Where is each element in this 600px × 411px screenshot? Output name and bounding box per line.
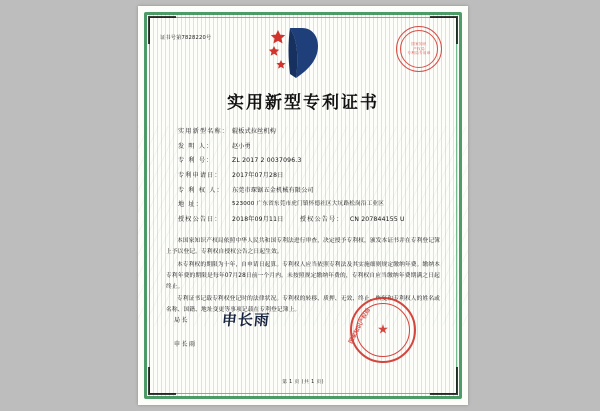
body-paragraph-3: 专利证书记载专利权登记时的法律状况。专利权的转移、质押、无效、终止、恢复和专利权人的姓名或名称、国籍、地址变更等事项记载在专利登记簿上。 xyxy=(166,295,440,313)
signature-title-row xyxy=(174,309,324,330)
seal-arc-text-label: 国家知识产权局 xyxy=(348,307,372,345)
field-value: 2017年07月28日 xyxy=(232,171,284,179)
field-label: 专利申请日： xyxy=(178,171,222,179)
field-label-grant-date: 授权公告日： xyxy=(178,216,222,224)
field-label: 专 利 权 人： xyxy=(178,186,224,194)
field-patentee xyxy=(178,186,440,195)
field-label: 实用新型名称： xyxy=(178,128,230,135)
patent-office-stamp xyxy=(396,26,442,72)
field-label: 专 利 号： xyxy=(178,157,214,165)
patent-office-emblem-icon xyxy=(268,24,324,82)
signature-name-label: 申长雨 xyxy=(174,341,197,348)
field-patent-number xyxy=(178,156,440,165)
certificate-header xyxy=(160,24,446,86)
field-grant-publication xyxy=(178,215,440,224)
field-value: 赵小勇 xyxy=(232,142,251,150)
field-value-grant-date: 2018年09月11日 xyxy=(232,216,284,224)
field-value: 东莞市琛锯五金机械有限公司 xyxy=(232,186,314,194)
official-red-seal xyxy=(350,297,416,363)
field-value-grant-number: CN 207844155 U xyxy=(349,216,405,224)
body-paragraph-2: 本专利权的期限为十年，自申请日起算。专利权人应当依照专利法及其实施细则规定缴纳年费。缴纳本专利年费的期限是每年07月28日前一个月内。未按照规定缴纳年费的，专利权自应当缴纳年费期满之日起终止。 xyxy=(166,261,440,290)
field-application-date xyxy=(178,171,440,180)
patent-certificate-sheet xyxy=(138,6,468,405)
field-value: 辊板式拉丝机构 xyxy=(232,128,277,135)
body-paragraph-1: 本国家知识产权局依照中华人民共和国专利法进行审查，决定授予专利权，颁发本证书并在专利登记簿上予以登记。专利权自授权公告之日起生效。 xyxy=(166,238,440,256)
field-label: 发 明 人： xyxy=(178,142,214,150)
field-inventor xyxy=(178,142,440,151)
field-label-grant-number: 授权公告号： xyxy=(299,216,344,224)
field-label: 地 址： xyxy=(178,201,204,209)
page-footer: 第 1 页 (共 1 页) xyxy=(282,380,324,385)
signature-handwriting: 申长雨 xyxy=(221,311,271,329)
certificate-title: 实用新型专利证书 xyxy=(227,93,379,113)
field-value: ZL 2017 2 0037096.3 xyxy=(232,157,302,165)
signature-title-label: 局长 xyxy=(174,317,190,324)
certificate-fields xyxy=(160,127,446,224)
stamp-line-1: 国家知识 xyxy=(411,42,427,47)
field-value: 523000 广东省东莞市虎门镇怀德社区大坑路松岗沿工业区 xyxy=(232,201,384,208)
stamp-line-3: 专利局专用章 xyxy=(407,51,431,56)
certificate-content xyxy=(160,24,446,387)
stamp-line-2: 产权局 xyxy=(413,46,425,51)
signature-block xyxy=(174,309,324,357)
signature-name-row xyxy=(174,339,324,348)
certificate-number: 证书号第7828220号 xyxy=(160,35,212,41)
field-address xyxy=(178,200,440,210)
seal-arc-text xyxy=(348,299,414,361)
field-utility-model-name xyxy=(178,127,440,136)
seal-star-icon: ★ xyxy=(377,322,389,338)
